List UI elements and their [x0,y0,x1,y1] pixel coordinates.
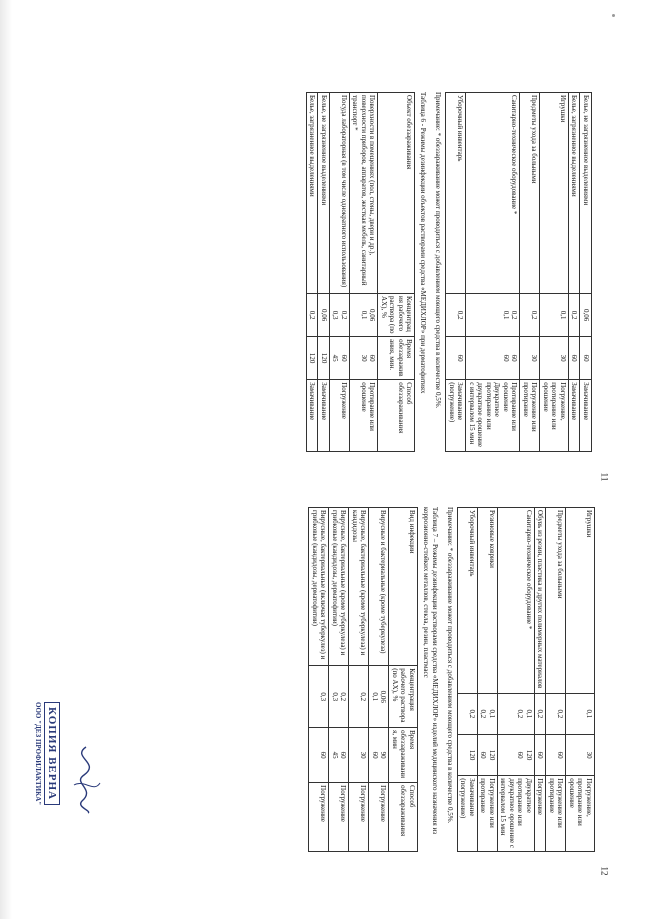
table-row [580,93,592,452]
cell-object: Вирусные, бактериальные (кроме туберкулеза) и кандидозы [349,508,369,666]
table-row [446,93,466,452]
cell-concentration: 0,06 0,1 [369,666,389,728]
scan-speck [612,14,615,17]
col-header-time: Время обеззараживания, мин [389,728,418,783]
table-row [307,93,319,452]
document-page-12 [125,507,595,852]
cell-object: Санитарно-техническое оборудование * [498,508,535,694]
cell-object: Уборочный инвентарь [446,93,466,294]
cell-method: Замачивание [307,380,319,452]
cell-time: 120 [458,735,478,776]
cell-method: Погружение или протирание [546,776,566,852]
table-row [330,93,350,452]
cell-concentration: 0,2 0,1 [466,294,520,337]
table-7-caption: Таблица 7 – Режимы дезинфекции растворами средства «МЕДИХЛОР» изделий медицинского назначения из коррозионно-стойких металлов, стекла, резин, пластмасс [422,507,439,835]
cell-time: 30 [520,337,540,380]
cell-time: 60 [309,728,329,783]
table-row [329,508,349,852]
cell-time: 60 45 [330,337,350,380]
cell-concentration: 0,2 0,3 [329,666,349,728]
cell-time: 60 30 [350,337,379,380]
cell-object: Поверхности в помещениях (пол, стены, двери и др.), поверхности приборов, аппаратов, жесткая мебель, санитарный транспорт * [350,93,379,294]
cell-object: Посуда лабораторная (в том числе однократного использования) [330,93,350,294]
cell-concentration: 0,2 [569,294,581,337]
cell-concentration: 0,2 [535,693,547,734]
col-header-concentration: Концентрация рабочего раствора (по АХ), % [378,294,415,337]
cell-time: 120 [318,337,330,380]
cell-concentration: 0,1 0,2 [498,693,535,734]
cell-time: 90 60 [369,728,389,783]
cell-time: 60 [546,735,566,776]
cell-object: Уборочный инвентарь [458,508,478,694]
col-header-concentration: Концентрация рабочего раствора (по АХ), % [389,666,418,728]
cell-object: Вирусные, бактериальные (включая туберкулез) и грибковые (кандидозы, дерматофитии) [309,508,329,666]
table-row [566,508,595,852]
table-7 [309,507,419,852]
cell-time: 120 60 [498,735,535,776]
table-note: Примечание: * обеззараживание может проводиться с добавлением моющего средства в количестве 0,5%. [434,92,443,409]
stamp-company: ООО "ДЕЗ ПРОФИЛАКТИКА" [34,702,42,806]
table-5-continuation [446,92,593,452]
table-note: Примечание: * обеззараживание может проводиться с добавлением моющего средства в количестве 0,5%. [446,507,454,824]
cell-method: Погружение [330,380,350,452]
cell-object: Вирусные, бактериальные (кроме туберкулеза) и грибковые (кандидозы, дерматофитии) [329,508,349,666]
cell-object: Вирусные и бактериальные (кроме туберкулеза) [369,508,389,666]
cell-method: Протирание или орошение Двукратное протирание или двукратное орошение с интервалом 15 мин [466,380,520,452]
cell-method: Погружение [369,783,389,852]
cell-time: 30 [349,728,369,783]
table-row [520,93,540,452]
table-row [309,508,329,852]
cell-method: Погружение [349,783,369,852]
cell-object: Белье, загрязненное выделениями [569,93,581,294]
cell-method: Погружение, протирание или орошение [540,380,569,452]
cell-time: 30 [566,735,595,776]
table-row [546,508,566,852]
table-6-caption: Таблица 6 - Режимы дезинфекции объектов растворами средства «МЕДИХЛОР» при дерматофитиях [419,92,428,394]
cell-time: 60 45 [329,728,349,783]
table-row [478,508,498,852]
cell-method: Замачивание [580,380,592,452]
cell-object: Резиновые коврики [478,508,498,694]
cell-time: 60 [580,337,592,380]
page-number: 11 [599,472,610,482]
copy-certified-stamp [10,702,62,822]
cell-concentration: 0,1 [566,693,595,734]
cell-method: Двукратное протирание или двукратное орошение с интервалом 15 мин [498,776,535,852]
table-row [540,93,569,452]
col-header-infection: Вид инфекции [389,508,418,666]
table-6 [306,92,416,452]
cell-concentration: 0,06 0,1 [350,294,379,337]
cell-concentration: 0,2 [520,294,540,337]
table-row [350,93,379,452]
cell-method: Протирание или орошение [350,380,379,452]
cell-time: 60 [569,337,581,380]
signature-icon [66,745,106,815]
cell-object: Белье, загрязненное выделениями [307,93,319,294]
cell-concentration: 0,1 0,2 [478,693,498,734]
cell-object: Обувь из резин, пластика и других полимерных материалов [535,508,547,694]
cell-method: Погружение [329,783,349,852]
cell-method: Замачивание [569,380,581,452]
document-page-11 [132,92,592,452]
col-header-time: Время обеззараживания, мин. [378,337,415,380]
cell-method: Погружение [309,783,329,852]
table-row [318,93,330,452]
cell-concentration: 0,2 [458,693,478,734]
cell-time: 120 [307,337,319,380]
table-row [369,508,389,852]
cell-concentration: 0,06 [318,294,330,337]
cell-concentration: 0,2 [349,666,369,728]
col-header-object: Объект обеззараживания [378,93,415,294]
cell-time: 120 60 [478,735,498,776]
cell-method: Погружение, протирание или орошение [566,776,595,852]
table-row [466,93,520,452]
cell-concentration: 0,2 [307,294,319,337]
cell-time: 60 60 [466,337,520,380]
cell-object: Предметы ухода за больными [520,93,540,294]
cell-concentration: 0,3 [309,666,329,728]
cell-time: 30 [540,337,569,380]
col-header-method: Способ обеззараживания [389,783,418,852]
cell-object: Игрушки [566,508,595,694]
cell-concentration: 0,2 0,3 [330,294,350,337]
cell-concentration: 0,2 [446,294,466,337]
table-row [458,508,478,852]
cell-concentration: 0,1 [540,294,569,337]
cell-object: Белье, не загрязненное выделениями [580,93,592,294]
cell-concentration: 0,2 [546,693,566,734]
table-row [535,508,547,852]
table-continuation [457,507,595,852]
cell-concentration: 0,06 [580,294,592,337]
cell-object: Предметы ухода за больными [546,508,566,694]
table-row [498,508,535,852]
table-row [349,508,369,852]
cell-object: Игрушки [540,93,569,294]
table-row [569,93,581,452]
page-number: 12 [599,866,610,876]
table-header-row [378,93,415,452]
cell-object: Белье, не загрязненное выделениями [318,93,330,294]
cell-method: Замачивание (погружение) [446,380,466,452]
cell-method: Погружение [535,776,547,852]
cell-method: Замачивание [318,380,330,452]
col-header-method: Способ обеззараживания [378,380,415,452]
cell-method: Погружение или протирание [520,380,540,452]
table-header-row [389,508,418,852]
cell-method: Погружение или протирание [478,776,498,852]
stamp-title: КОПИЯ ВЕРНА [44,702,60,805]
cell-time: 60 [446,337,466,380]
cell-time: 60 [535,735,547,776]
cell-method: Замачивание (погружение) [458,776,478,852]
cell-object: Санитарно-техническое оборудование * [466,93,520,294]
